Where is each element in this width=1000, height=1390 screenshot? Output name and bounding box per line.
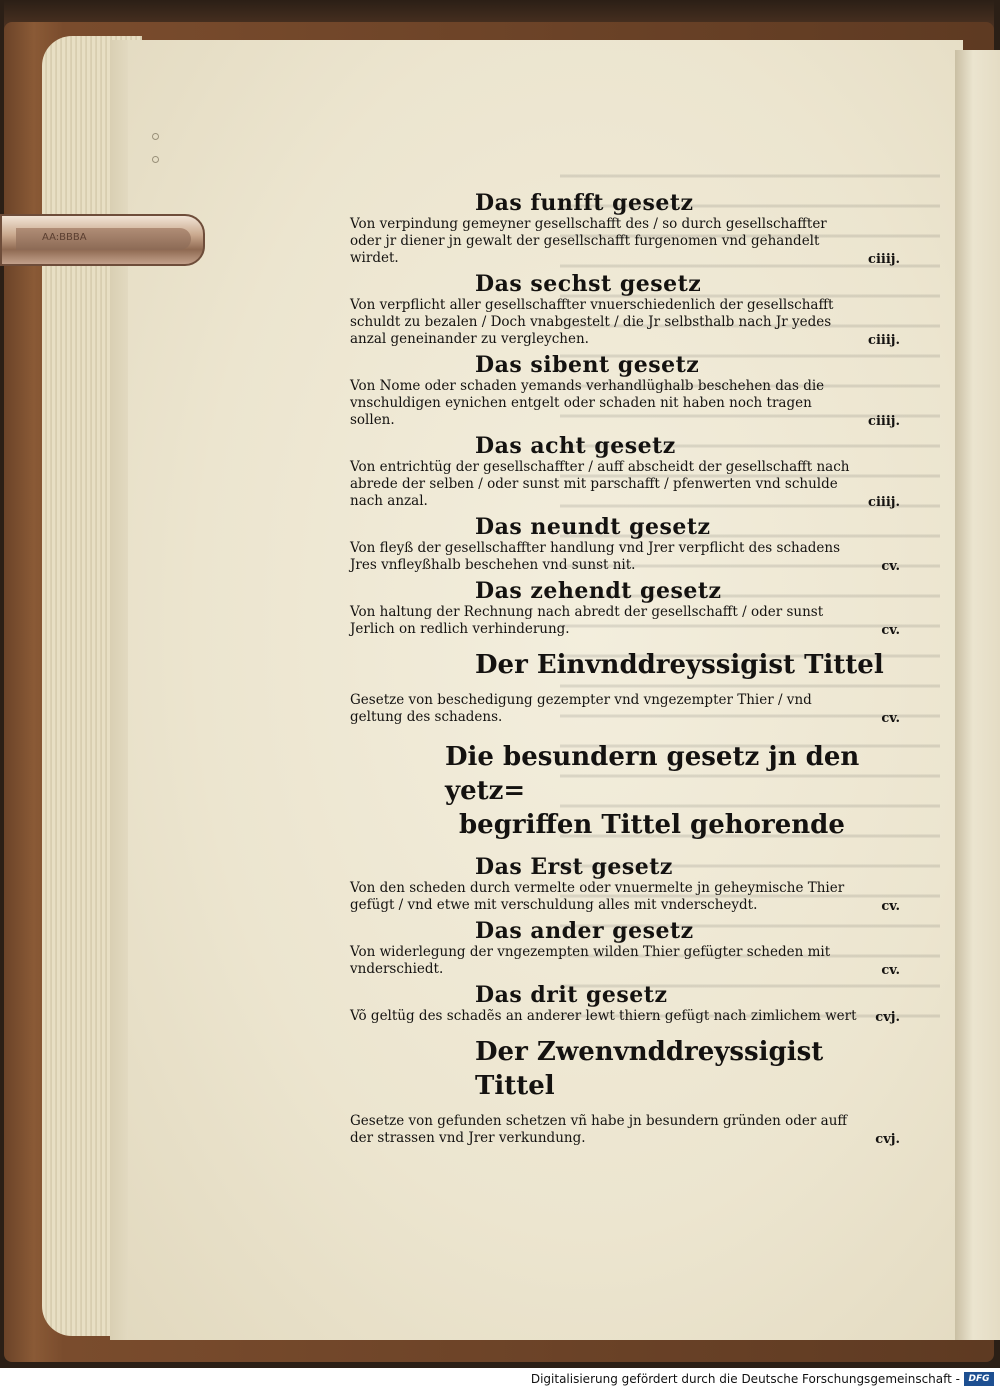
section-heading-line: begriffen Tittel gehorende bbox=[459, 810, 845, 840]
entry-heading: Das zehendt gesetz bbox=[475, 578, 722, 604]
entry-text: Võ geltüg des schadẽs an anderer lewt thiern gefügt nach zimlichem wert bbox=[350, 1008, 857, 1024]
section-heading bbox=[445, 740, 900, 842]
folio-number: cv. bbox=[881, 623, 900, 638]
entry-text: Gesetze von gefunden schetzen vñ habe jn besundern gründen oder auff der strassen vnd Jrer verkundung. bbox=[350, 1113, 847, 1146]
entry-heading: Das sechst gesetz bbox=[475, 271, 702, 297]
entry-text: Von entrichtüg der gesellschaffter / auff abscheidt der gesellschafft nach abrede der selben / oder sunst mit parschafft / pfenwerten vnd schulde nach anzal. bbox=[350, 459, 850, 509]
footer-bar bbox=[0, 1368, 1000, 1390]
book-clip bbox=[0, 214, 205, 266]
entry-text: Von Nome oder schaden yemands verhandlüghalb beschehen das die vnschuldigen eynichen entgelt oder schaden nit haben noch tragen sollen. bbox=[350, 378, 825, 428]
clip-marking: AA:BBBA bbox=[42, 232, 87, 243]
toc-entry bbox=[350, 692, 900, 726]
toc-entry bbox=[350, 918, 900, 978]
title-heading: Der Zwenvnddreyssigist Tittel bbox=[475, 1037, 824, 1101]
folio-number: cvj. bbox=[875, 1010, 900, 1025]
entry-heading: Das funfft gesetz bbox=[475, 190, 694, 216]
toc-entry bbox=[350, 433, 900, 510]
folio-number: cv. bbox=[881, 559, 900, 574]
folio-number: ciiij. bbox=[868, 252, 900, 267]
folio-number: cvj. bbox=[875, 1132, 900, 1147]
entry-text: Von haltung der Rechnung nach abredt der gesellschafft / oder sunst Jerlich on redlich verhinderung. bbox=[350, 604, 824, 637]
entry-text: Von widerlegung der vngezempten wilden Thier gefügter scheden mit vnderschiedt. bbox=[350, 944, 831, 977]
binding-hole bbox=[152, 133, 159, 140]
folio-number: ciiij. bbox=[868, 414, 900, 429]
funding-credit: Digitalisierung gefördert durch die Deutsche Forschungsgemeinschaft - bbox=[530, 1372, 960, 1386]
title-heading: Der Einvnddreyssigist Tittel bbox=[475, 650, 884, 680]
binding-hole bbox=[152, 156, 159, 163]
folio-number: cv. bbox=[881, 711, 900, 726]
entry-heading: Das ander gesetz bbox=[475, 918, 694, 944]
entry-heading: Das neundt gesetz bbox=[475, 514, 711, 540]
entry-heading: Das Erst gesetz bbox=[475, 854, 673, 880]
entry-heading: Das acht gesetz bbox=[475, 433, 676, 459]
folio-number: cv. bbox=[881, 899, 900, 914]
toc-entry bbox=[350, 854, 900, 914]
toc-entry bbox=[350, 1113, 900, 1147]
folio-number: cv. bbox=[881, 963, 900, 978]
facing-page-edge bbox=[955, 50, 1000, 1340]
toc-entry bbox=[350, 271, 900, 348]
folio-number: ciiij. bbox=[868, 495, 900, 510]
toc-entry bbox=[350, 578, 900, 638]
section-heading-line: Die besundern gesetz jn den yetz= bbox=[445, 742, 860, 806]
dfg-logo: DFG bbox=[964, 1372, 994, 1386]
entry-text: Gesetze von beschedigung gezempter vnd vngezempter Thier / vnd geltung des schadens. bbox=[350, 692, 812, 725]
toc-entry bbox=[350, 982, 900, 1025]
entry-text: Von fleyß der gesellschaffter handlung vnd Jrer verpflicht des schadens Jres vnfleyßhalb beschehen vnd sunst nit. bbox=[350, 540, 841, 573]
toc-entry bbox=[350, 514, 900, 574]
entry-text: Von den scheden durch vermelte oder vnuermelte jn geheymische Thier gefügt / vnd etwe mit verschuldung alles mit vnderscheydt. bbox=[350, 880, 845, 913]
toc-entry bbox=[350, 352, 900, 429]
page-text bbox=[350, 190, 900, 1151]
toc-entry bbox=[350, 190, 900, 267]
folio-number: ciiij. bbox=[868, 333, 900, 348]
entry-text: Von verpflicht aller gesellschaffter vnuerschiedenlich der gesellschafft schuldt zu bezalen / Doch vnabgestelt / die Jr selbsthalb nach Jr yedes anzal geneinander zu vergleychen. bbox=[350, 297, 834, 347]
entry-text: Von verpindung gemeyner gesellschafft des / so durch gesellschaffter oder jr diener jn gewalt der gesellschafft furgenomen vnd gehandelt wirdet. bbox=[350, 216, 827, 266]
entry-heading: Das sibent gesetz bbox=[475, 352, 700, 378]
entry-heading: Das drit gesetz bbox=[475, 982, 668, 1008]
